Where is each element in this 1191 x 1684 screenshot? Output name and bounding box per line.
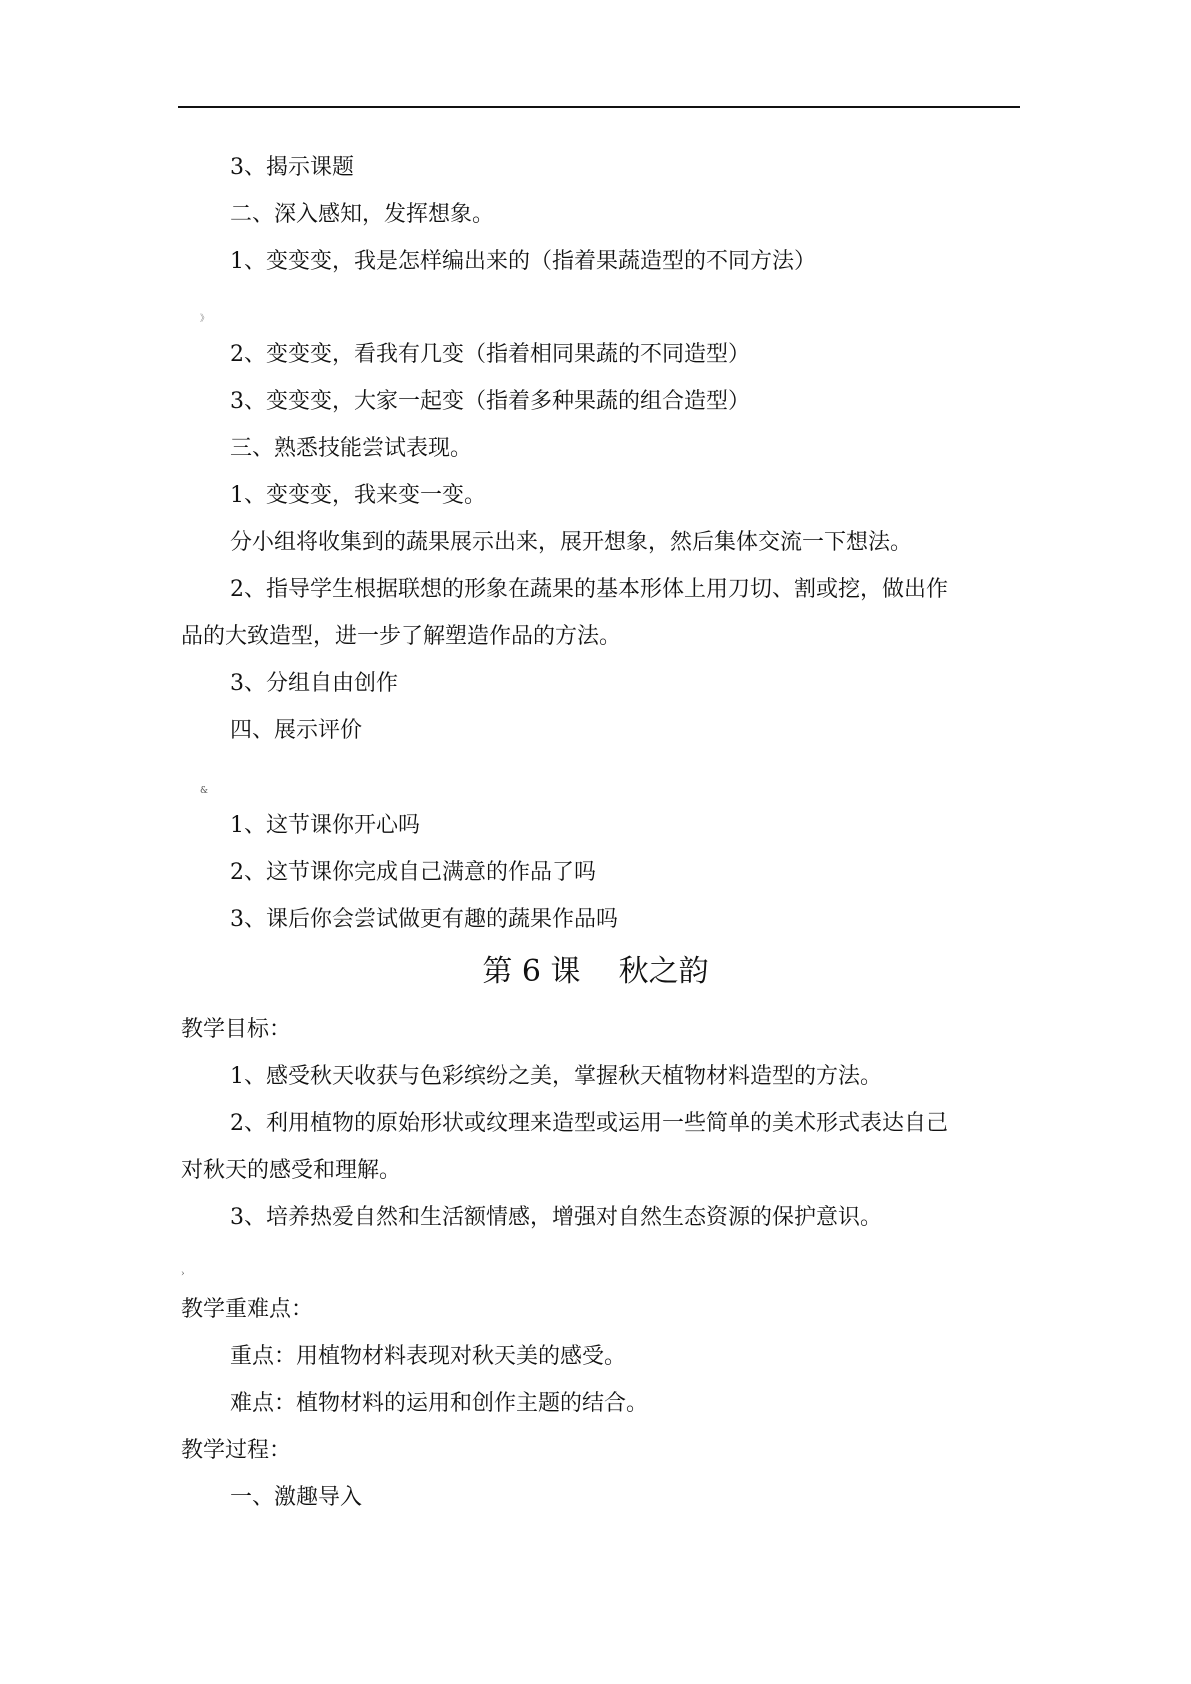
- list-item: 2、利用植物的原始形状或纹理来造型或运用一些简单的美术形式表达自己: [230, 1111, 948, 1136]
- step-reveal-topic: 3、揭示课题: [230, 155, 354, 180]
- section-heading-2: 二、深入感知，发挥想象。: [230, 202, 495, 227]
- list-item: 2、变变变，看我有几变（指着相同果蔬的不同造型）: [230, 342, 750, 367]
- header-rule: [178, 106, 1020, 108]
- list-item: 3、变变变，大家一起变（指着多种果蔬的组合造型）: [230, 389, 750, 414]
- heading-teaching-process: 教学过程：: [181, 1438, 292, 1463]
- list-item: 3、课后你会尝试做更有趣的蔬果作品吗: [230, 907, 618, 932]
- paragraph-continuation: 对秋天的感受和理解。: [181, 1158, 402, 1183]
- list-item: 1、变变变，我来变一变。: [230, 483, 486, 508]
- paragraph: 2、指导学生根据联想的形象在蔬果的基本形体上用刀切、割或挖，做出作: [230, 577, 948, 602]
- section-heading-4: 四、展示评价: [230, 718, 363, 743]
- list-item: 2、这节课你完成自己满意的作品了吗: [230, 860, 596, 885]
- section-heading-1: 一、激趣导入: [230, 1485, 363, 1510]
- list-item: 3、培养热爱自然和生活额情感，增强对自然生态资源的保护意识。: [230, 1205, 882, 1230]
- paragraph: 难点：植物材料的运用和创作主题的结合。: [230, 1391, 649, 1416]
- lesson-title: 第 6 课 秋之韵: [482, 954, 709, 989]
- list-item: 1、变变变，我是怎样编出来的（指着果蔬造型的不同方法）: [230, 249, 816, 274]
- list-item: 1、这节课你开心吗: [230, 813, 420, 838]
- paragraph: 分小组将收集到的蔬果展示出来，展开想象，然后集体交流一下想法。: [230, 530, 913, 555]
- heading-key-points: 教学重难点：: [181, 1297, 314, 1322]
- list-item: 1、感受秋天收获与色彩缤纷之美，掌握秋天植物材料造型的方法。: [230, 1064, 882, 1089]
- section-heading-3: 三、熟悉技能尝试表现。: [230, 436, 473, 461]
- paragraph-continuation: 品的大致造型，进一步了解塑造作品的方法。: [181, 624, 622, 649]
- heading-teaching-goals: 教学目标：: [181, 1017, 292, 1042]
- stray-mark: 》: [200, 314, 210, 324]
- paragraph: 重点：用植物材料表现对秋天美的感受。: [230, 1344, 627, 1369]
- stray-mark: &: [200, 786, 209, 796]
- list-item: 3、分组自由创作: [230, 671, 398, 696]
- stray-mark: ›: [181, 1269, 185, 1279]
